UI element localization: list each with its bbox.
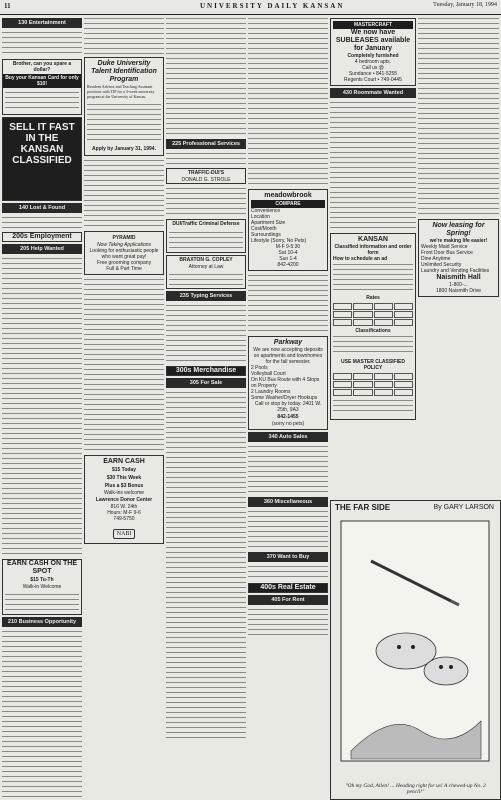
parkway-ad — [248, 336, 328, 430]
donor-address: 816 W. 24th — [110, 504, 138, 510]
kansan-form-logo: KANSAN — [358, 236, 388, 243]
ad-text-block — [84, 16, 164, 54]
meadowbrook-logo: meadowbrook — [264, 192, 312, 199]
section-header-professional: 225 Professional Services — [166, 139, 246, 149]
ad-text-block — [5, 90, 79, 112]
classified-order-form — [330, 233, 416, 420]
furnished-text: Completely furnished — [347, 53, 399, 59]
column-5 — [330, 16, 416, 516]
section-header-entertainment: 130 Entertainment — [2, 18, 82, 28]
ad-text-block — [166, 186, 246, 216]
classified-info-title: Classified information and order form — [334, 244, 412, 256]
duke-title: Duke University Talent Identification Program — [91, 60, 157, 83]
column-3 — [166, 16, 246, 798]
section-header-opportunity: 210 Business Opportunity — [2, 617, 82, 627]
section-header-for-rent: 405 For Rent — [248, 595, 328, 605]
section-header-for-sale: 305 For Sale — [166, 378, 246, 388]
donor-phone: 749-5750 — [113, 516, 135, 522]
opportunity-listings — [2, 629, 82, 798]
merchandise-banner — [166, 366, 246, 376]
form-title: USE MASTER CLASSIFIED POLICY — [341, 359, 405, 371]
now-taking: Now Taking Applications — [96, 242, 152, 248]
section-header-help-wanted: 205 Help Wanted — [2, 244, 82, 254]
realestate-title: 400s Real Estate — [260, 584, 316, 591]
earn-cash-amount: $15 Tu-Th — [30, 577, 54, 583]
grooming-text: Free grooming company — [96, 260, 152, 266]
traffic-title: TRAFFIC-DUI'S — [187, 170, 225, 176]
section-header-autos: 340 Auto Sales — [248, 432, 328, 442]
regents-phone: Regents Court • 749-0445 — [344, 77, 402, 83]
ad-text-block — [2, 215, 82, 229]
feature-4: Cost/Month — [251, 226, 277, 232]
comic-byline: By GARY LARSON — [433, 504, 494, 511]
ft-pt-text: Full & Part Time — [106, 266, 142, 272]
naismith-item-5: Laundry and Vending Facilities — [421, 268, 490, 274]
donor-center-ad — [84, 455, 164, 544]
compare-label: COMPARE — [251, 200, 325, 208]
auto-listings — [248, 444, 328, 494]
naismith-logo: Naismith Hall — [436, 274, 481, 281]
duke-deadline: Apply by January 31, 1994. — [92, 146, 156, 152]
earn-cash-title: EARN CASH ON THE SPOT — [6, 560, 77, 575]
employment-title: 200s Employment — [12, 233, 72, 240]
brother-title: Brother, can you spare a dollar? — [12, 61, 72, 73]
naismith-phone: 1-800-... — [449, 282, 468, 288]
masthead — [0, 0, 501, 15]
want-listings — [248, 564, 328, 580]
page-number: 11 — [4, 2, 11, 10]
traffic-name: DONALD G. STROLE — [181, 177, 231, 183]
ad-text-block — [84, 158, 164, 228]
ad-text-block — [166, 303, 246, 363]
feature-3: Apartment Size — [251, 220, 286, 226]
comic-caption: "Oh my God, Allen! ... Heading right for us! A chewed-up No. 2 pencil!" — [345, 783, 486, 795]
amenity-3: On KU Bus Route with 4 Stops on Property — [251, 377, 320, 389]
section-header-want: 370 Want to Buy — [248, 552, 328, 562]
subleases-text: We now have SUBLEASES available for January — [335, 29, 411, 52]
donor-hours: Hours: M-F 9-6 — [107, 510, 141, 516]
earn-cash-ad — [2, 559, 82, 615]
feature-2: Location — [251, 214, 270, 220]
howto-title: How to schedule an ad — [333, 256, 388, 262]
duke-body: Resident Advisor and Teaching Assistant positions with TIP for a 3-week university program at the University of Kansas. — [87, 84, 155, 99]
employment-banner — [2, 232, 82, 242]
call-text: Call us @ — [362, 65, 384, 71]
ad-text-block — [333, 398, 413, 414]
meadowbrook-sun: Sun 1-4 — [279, 256, 297, 262]
rates-title: Rates — [366, 295, 380, 301]
amenity-5: Some Washer/Dryer Hookups — [251, 395, 318, 401]
ad-text-block — [87, 102, 161, 142]
sell-fast-ad — [2, 117, 82, 201]
naismith-item-4: Unlimited Security — [421, 262, 462, 268]
amenity-2: Volleyball Court — [251, 371, 286, 377]
ad-text-block — [169, 230, 243, 250]
realestate-banner — [248, 583, 328, 593]
section-header-roommate: 430 Roommate Wanted — [330, 88, 416, 98]
donor-walkin: Walk-ins welcome — [103, 490, 145, 496]
donor-amount-3: Plus a $3 Bonus — [104, 483, 144, 489]
pyramid-ad — [84, 231, 164, 275]
classifications-title: Classifications — [355, 328, 391, 334]
ad-text-block — [169, 272, 243, 286]
kansan-card-ad — [2, 59, 82, 115]
parkway-contact: Call or stop by today. 2401 W. 25th, 9A3 — [254, 401, 322, 413]
braxton-sub: Attorney at Law — [188, 264, 224, 270]
column-4 — [248, 16, 328, 798]
for-sale-listings — [166, 390, 246, 740]
masthead-title: UNIVERSITY DAILY KANSAN — [200, 2, 345, 10]
meadowbrook-ad — [248, 189, 328, 271]
mastercraft-logo: MASTERCRAFT — [333, 21, 413, 29]
amenity-1: 2 Pools — [251, 365, 268, 371]
feature-6: Lifestyle (Sorry, No Pets) — [251, 238, 307, 244]
naismith-address: 1800 Naismith Drive — [435, 288, 482, 294]
ad-text-block — [166, 16, 246, 136]
feature-1: Convenience — [251, 208, 281, 214]
walkin-text: Walk-in Welcome — [22, 584, 62, 590]
mastercraft-ad — [330, 18, 416, 86]
sundance-phone: Sundance • 841-5255 — [348, 71, 398, 77]
comic-illustration — [331, 501, 500, 799]
comic-title: THE FAR SIDE — [335, 503, 391, 512]
meadowbrook-hours: M-F 9-5:30 — [275, 244, 301, 250]
ad-text-block — [5, 592, 79, 612]
dui-defense-ad — [166, 219, 246, 253]
parkway-logo: Parkway — [273, 339, 303, 346]
meadowbrook-sat: Sat 10-4 — [278, 250, 298, 256]
merchandise-title: 300s Merchandise — [175, 367, 237, 374]
far-side-comic — [330, 500, 501, 800]
naismith-ad — [418, 219, 499, 297]
ad-text-block — [418, 16, 499, 216]
column-2 — [84, 16, 164, 798]
ad-text-block — [84, 277, 164, 452]
ad-text-block — [2, 30, 82, 56]
section-header-misc: 360 Miscellaneous — [248, 497, 328, 507]
ad-text-block — [248, 273, 328, 333]
brother-body: Buy your Kansan Card for only $10! — [3, 74, 81, 88]
duke-tip-ad — [84, 57, 164, 156]
ad-text-block — [333, 334, 413, 356]
column-1 — [2, 16, 82, 798]
column-6 — [418, 16, 499, 516]
meadowbrook-phone: 842-4200 — [277, 262, 299, 268]
sell-fast-text: SELL IT FAST IN THE KANSAN CLASSIFIED — [9, 122, 75, 166]
parkway-body: We are now accepting deposits on apartments and townhomes for the fall semester. — [253, 347, 323, 365]
bedrooms-text: 4 bedroom apts. — [354, 59, 392, 65]
ad-text-block — [333, 262, 413, 292]
feature-5: Surroundings — [251, 232, 281, 238]
naismith-item-1: Weekly Maid Service — [421, 244, 468, 250]
looking-text: Looking for enthusiastic people who want great pay! — [89, 248, 159, 260]
section-header-typing: 235 Typing Services — [166, 291, 246, 301]
order-form-grid[interactable] — [333, 373, 413, 396]
braxton-ad — [166, 255, 246, 289]
ad-text-block — [248, 16, 328, 186]
section-header-lost-found: 140 Lost & Found — [2, 203, 82, 213]
help-wanted-listings — [2, 256, 82, 556]
parkway-phone: 842-1455 — [277, 414, 299, 420]
rent-listings — [248, 607, 328, 637]
parkway-pets: (sorry no pets) — [271, 421, 305, 427]
nabi-logo: NABI — [113, 529, 136, 539]
naismith-item-2: Front Door Bus Service — [421, 250, 473, 256]
pyramid-logo: PYRAMID — [112, 235, 136, 241]
donor-name: Lawrence Donor Center — [95, 497, 153, 503]
dui-title: DUI/Traffic Criminal Defense — [172, 221, 240, 227]
amenity-4: 2 Laundry Rooms — [251, 389, 291, 395]
leasing-title: Now leasing for Spring! — [432, 222, 485, 237]
donor-earn-cash: EARN CASH — [103, 458, 145, 465]
roommate-listings — [330, 100, 416, 230]
donor-amount-1: $15 Today — [111, 467, 137, 473]
rates-table — [333, 303, 413, 326]
ad-text-block — [166, 151, 246, 165]
traffic-dui-ad — [166, 168, 246, 184]
donor-amount-2: $30 This Week — [106, 475, 142, 481]
masthead-date: Tuesday, January 18, 1994 — [433, 2, 497, 8]
making-text: we're making life easier! — [429, 238, 488, 244]
misc-listings — [248, 509, 328, 549]
naismith-item-3: Dine Anytime — [421, 256, 451, 262]
braxton-name: BRAXTON G. COPLEY — [179, 257, 233, 263]
